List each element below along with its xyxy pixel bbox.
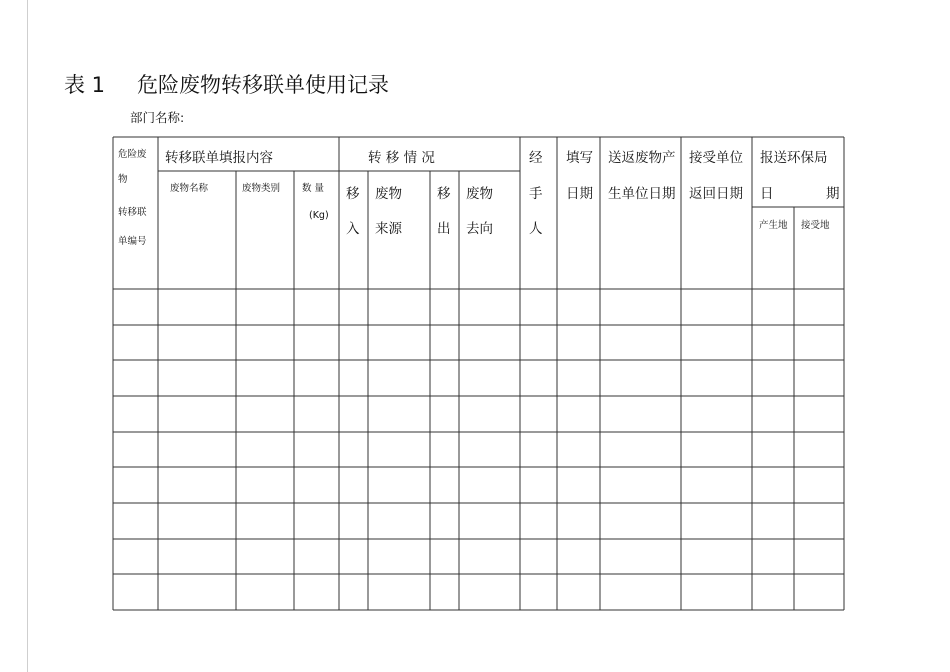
header-handler-3: 人: [529, 221, 543, 237]
header-fill-date-1: 填写: [566, 150, 593, 166]
header-handler-1: 经: [529, 150, 543, 166]
header-epb-report-date: 报送环保局: [760, 150, 828, 166]
header-form-number-3: 转移联: [118, 207, 147, 218]
header-waste-source-1: 废物: [375, 186, 402, 202]
header-return-date-2: 生单位日期: [608, 186, 676, 202]
header-waste-source-2: 来源: [375, 221, 402, 237]
header-return-date-1: 送返废物产: [608, 150, 676, 166]
header-form-number-1: 危险废: [118, 149, 147, 160]
table-title: 危险废物转移联单使用记录: [137, 73, 390, 97]
header-fill-content: 转移联单填报内容: [165, 150, 273, 166]
header-form-number-4: 单编号: [118, 236, 147, 247]
header-quantity-1: 数 量: [302, 183, 325, 194]
header-receiver-date-2: 返回日期: [689, 186, 743, 202]
header-waste-category: 废物类别: [242, 183, 281, 194]
header-transfer-in-1: 移: [346, 186, 360, 202]
header-transfer-status: 转 移 情 况: [368, 150, 435, 166]
header-fill-date-2: 日期: [566, 186, 593, 202]
department-label: 部门名称:: [130, 110, 185, 125]
header-quantity-2: (Kg): [309, 210, 329, 221]
header-epb-date-day: 日: [760, 186, 774, 202]
header-transfer-in-2: 入: [346, 221, 360, 237]
header-waste-name: 废物名称: [170, 183, 209, 194]
header-origin: 产生地: [759, 220, 788, 231]
header-epb-date-period: 期: [826, 186, 840, 202]
header-handler-2: 手: [529, 186, 543, 202]
header-transfer-out-1: 移: [437, 186, 451, 202]
header-receiver-date-1: 接受单位: [689, 150, 743, 166]
header-receiver: 接受地: [801, 220, 830, 231]
header-form-number-2: 物: [118, 174, 128, 185]
header-transfer-out-2: 出: [437, 221, 451, 237]
header-waste-destination-1: 废物: [466, 186, 493, 202]
header-waste-destination-2: 去向: [466, 221, 493, 237]
table-number: 表 1: [64, 73, 106, 97]
